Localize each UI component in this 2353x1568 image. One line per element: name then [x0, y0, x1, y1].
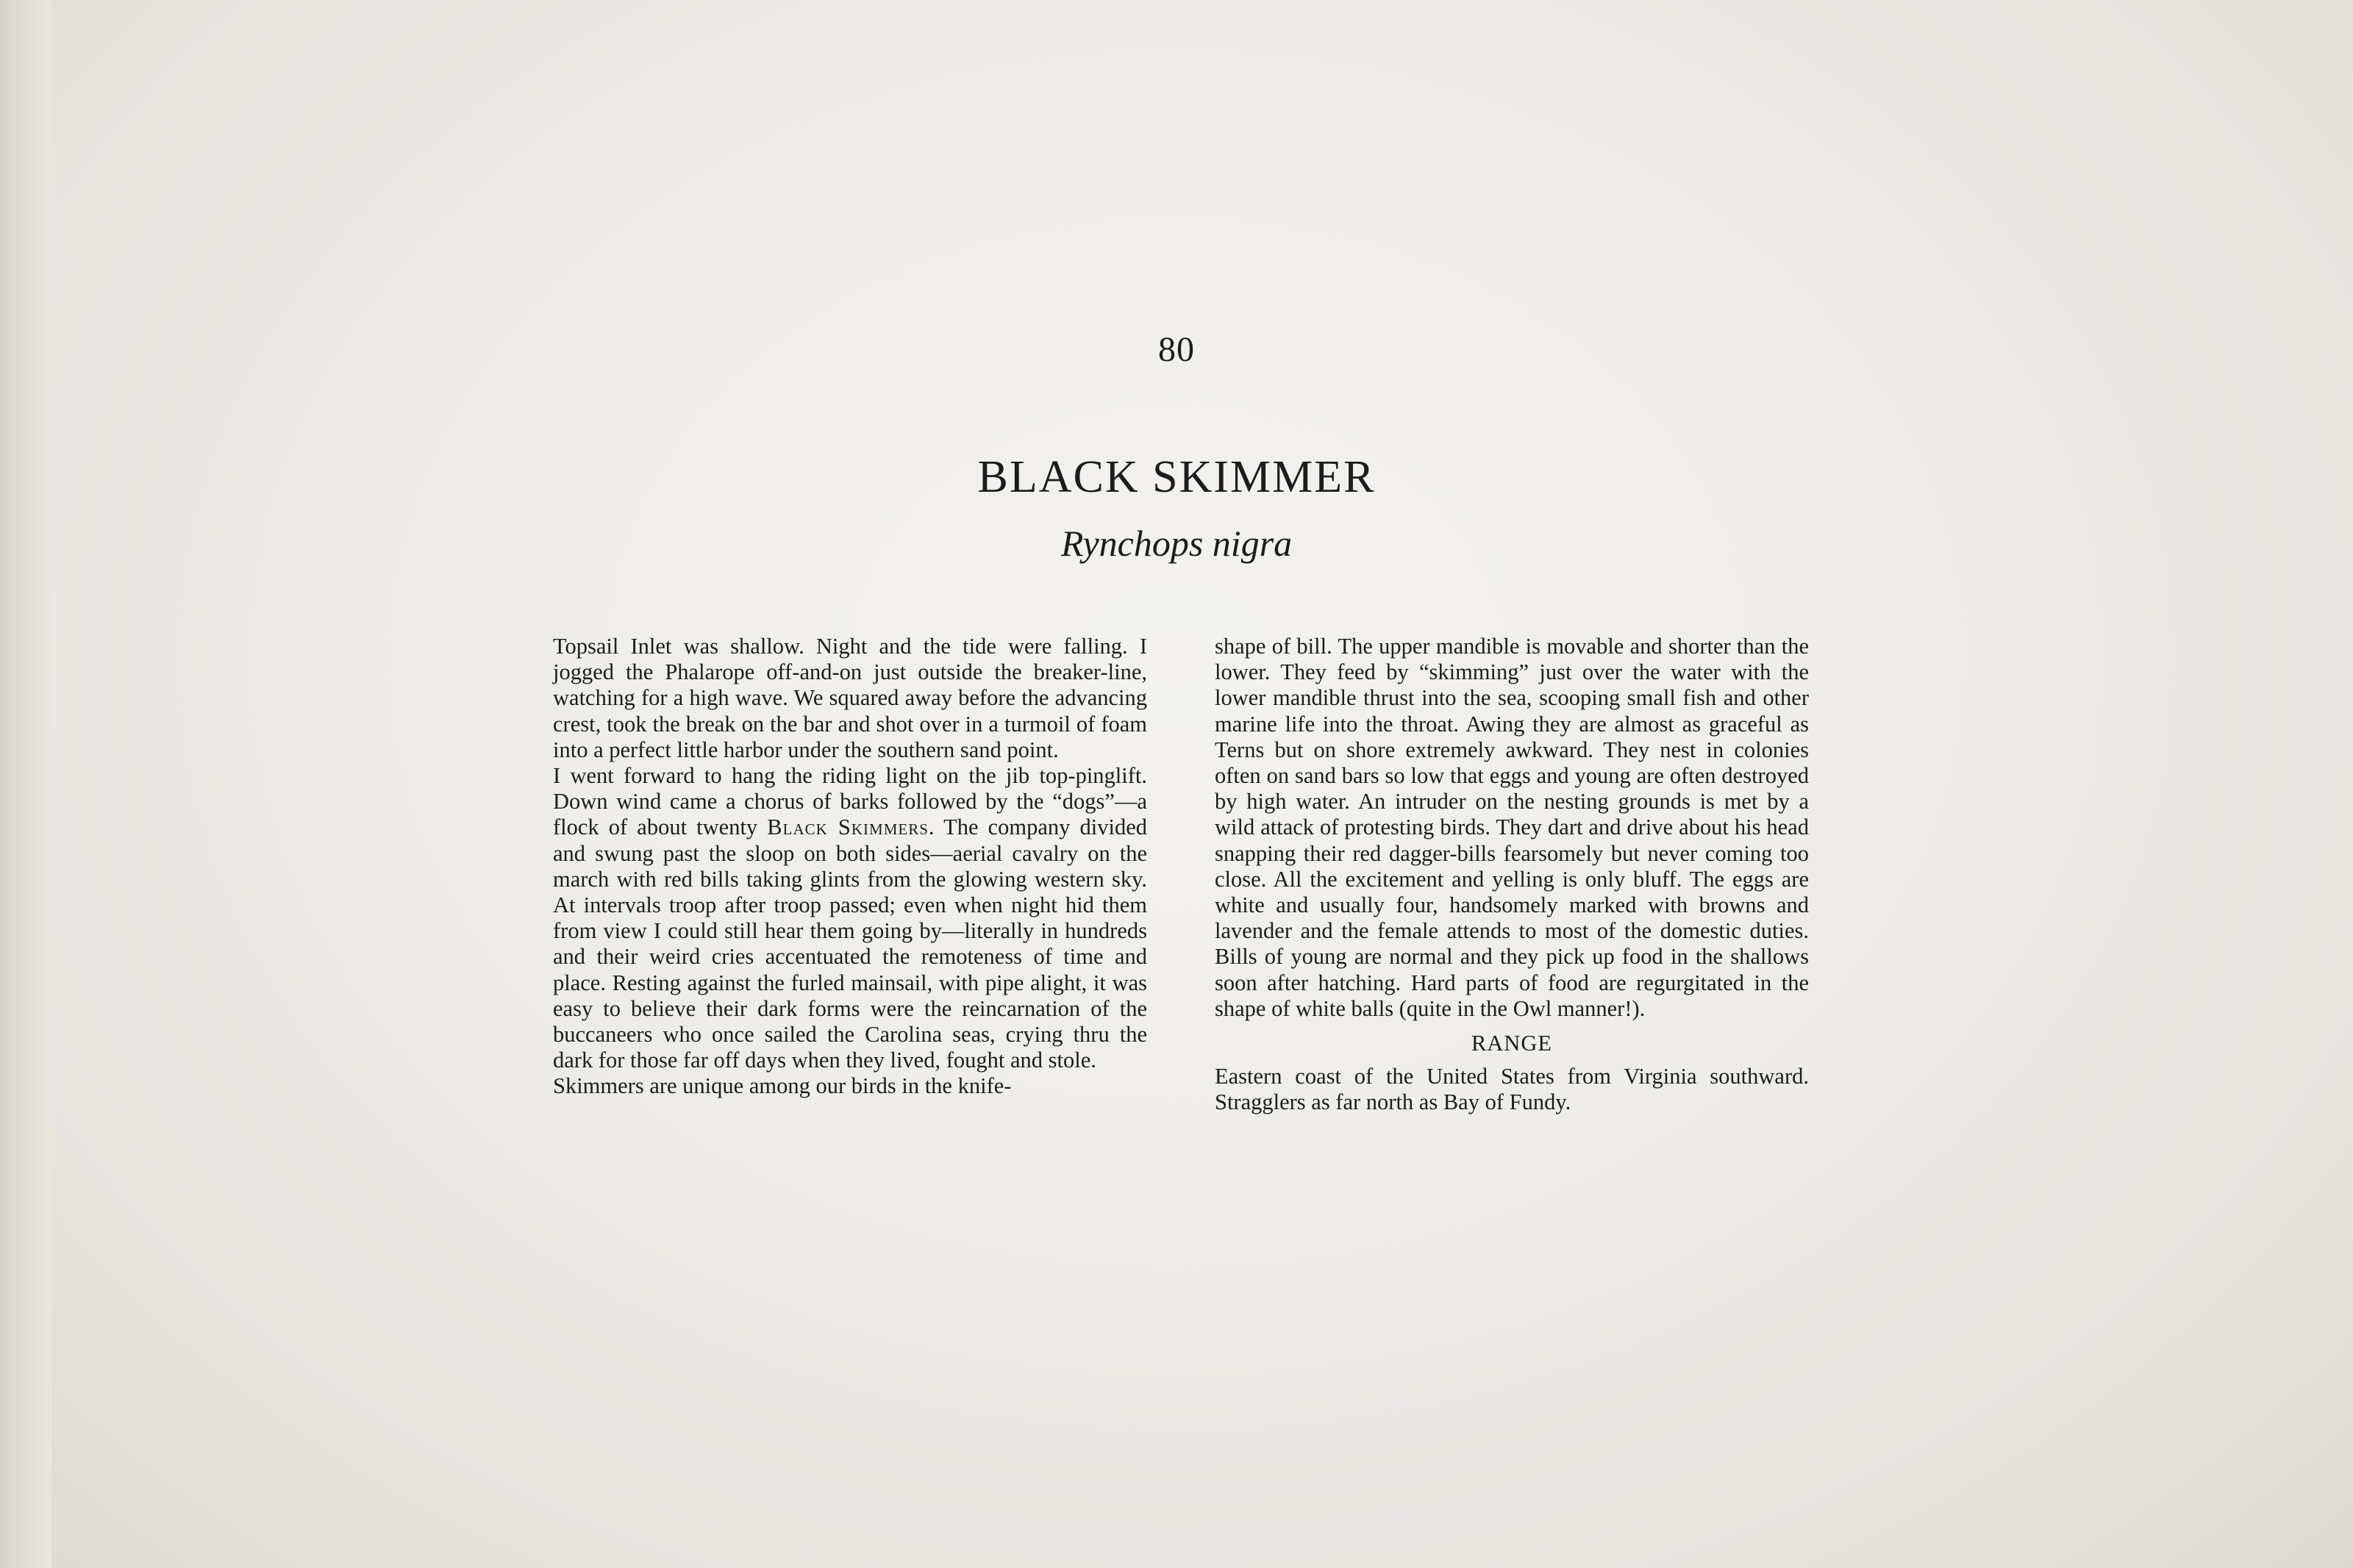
paragraph-skimmers-unique: Skimmers are unique among our birds in the knife- [553, 1073, 1012, 1099]
paragraph-topsail-inlet: Topsail Inlet was shallow. Night and the tide were falling. I jogged the Phalarope off-and-on just outside the breaker-line, watching for a high wave. We squared away before the advancing crest, took the break on the bar and shot over in a turmoil of foam into a perfect little harbor under the southern sand point. [553, 634, 1147, 762]
page-number: 80 [1158, 330, 1195, 369]
paragraph-bill-shape: shape of bill. The upper mandible is movable and shorter than the lower. They feed by “skimming” just over the water with the lower mandible thrust into the sea, scooping small fish and other marine life into the throat. Awing they are almost as graceful as Terns but on shore extremely awkward. They nest in colonies often on sand bars so low that eggs and young are often destroyed by high water. An intruder on the nesting grounds is met by a wild attack of protesting birds. They dart and drive about his head snapping their red dagger-bills fearsomely but never coming too close. All the excitement and yelling is only bluff. The eggs are white and usually four, handsomely marked with browns and lavender and the female attends to most of the domestic duties. Bills of young are normal and they pick up food in the shallows soon after hatching. Hard parts of food are regurgitated in the shape of white balls (quite in the Owl manner!). [1215, 634, 1809, 1021]
paragraph-text: I went forward to hang the riding light on the jib top-pinglift. Down wind came a chorus of barks followed by the “dogs”—a flock of about twenty [553, 763, 1147, 840]
text-column-right [1215, 634, 1809, 1116]
range-heading: RANGE [1471, 1031, 1553, 1056]
page-edge-shadow [0, 0, 51, 1568]
scientific-name: Rynchops nigra [1060, 523, 1293, 564]
page-title: BLACK SKIMMER [977, 451, 1376, 502]
text-column-left [553, 634, 1147, 1100]
paragraph-text: . The company divided and swung past the sloop on both sides—aerial cavalry on the march with red bills taking glints from the glowing western sky. At intervals troop after troop passed; even when night hid them from view I could still hear them going by—literally in hundreds and their weird cries accentuated the remoteness of time and place. Resting against the furled mainsail, with pipe alight, it was easy to believe their dark forms were the reincarnation of the buccaneers who once sailed the Carolina seas, crying thru the dark for those far off days when they lived, fought and stole. [553, 815, 1147, 1073]
range-text: Eastern coast of the United States from Virginia southward. Stragglers as far north as Bay of Fundy. [1215, 1064, 1809, 1115]
paragraph-riding-light [553, 763, 1147, 1073]
species-name-smallcaps: Black Skimmers [767, 815, 929, 840]
